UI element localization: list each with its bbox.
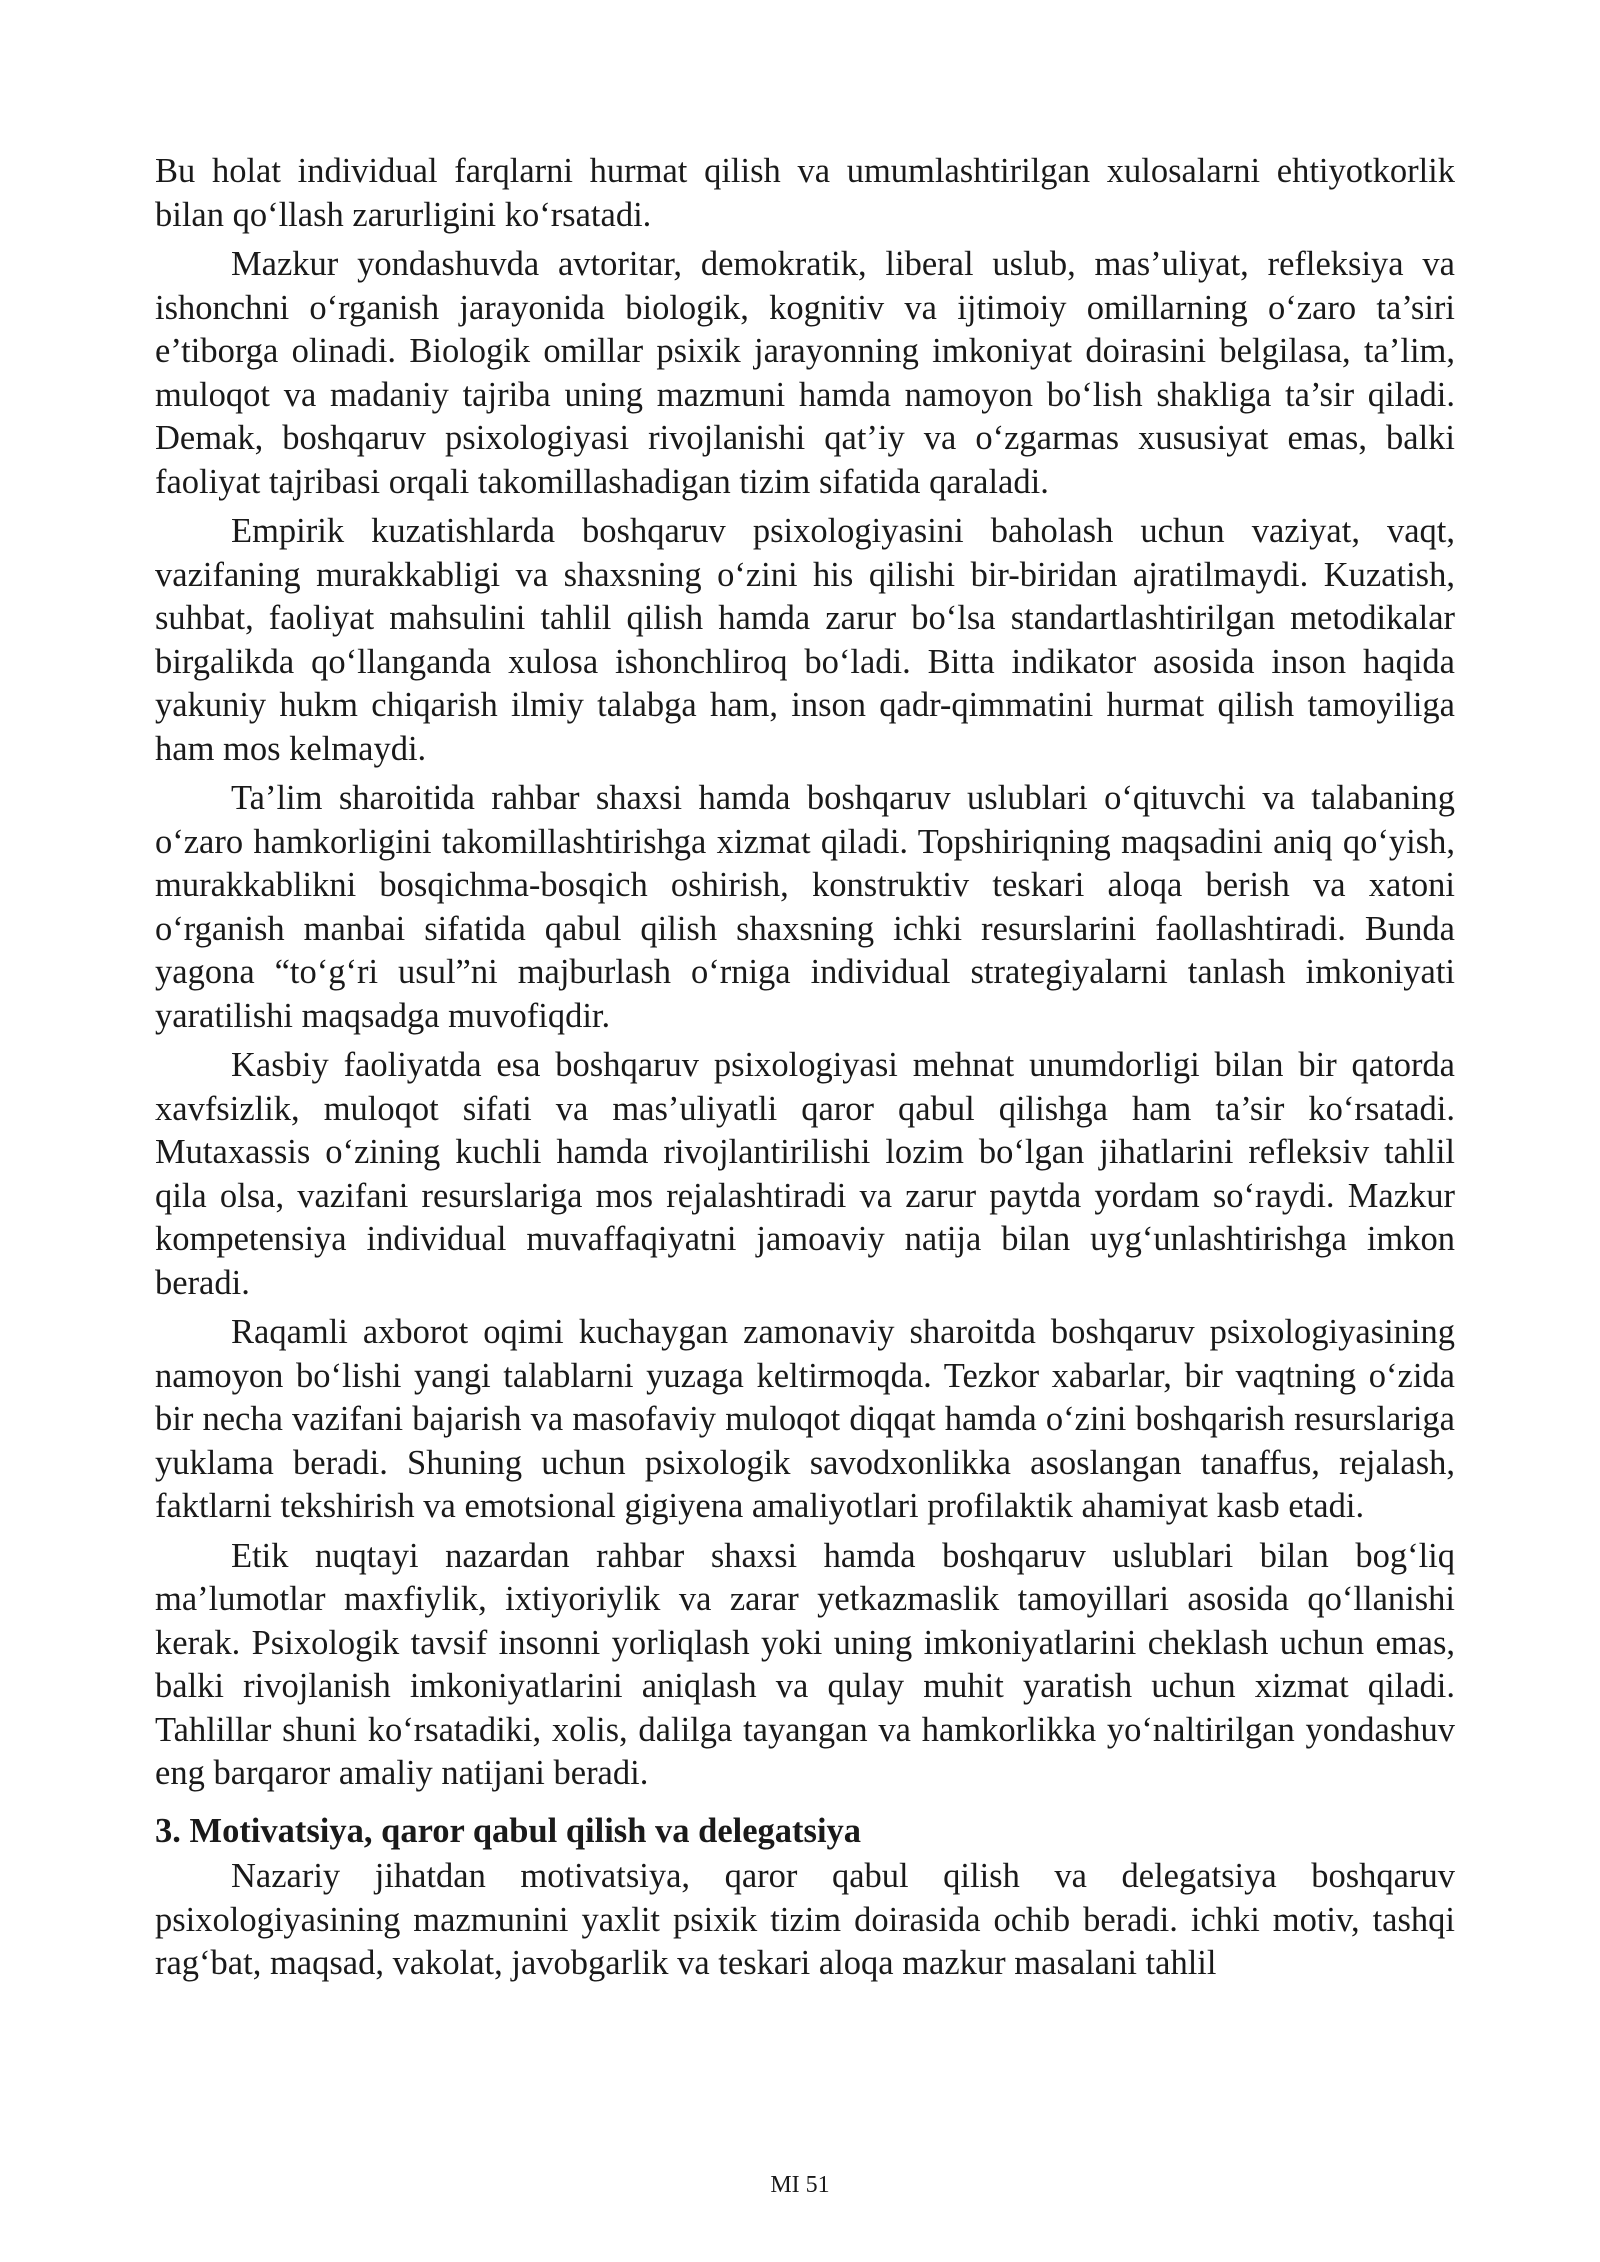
paragraph: Ta’lim sharoitida rahbar shaxsi hamda boshqaruv uslublari o‘qituvchi va talabaning o‘zaro hamkorligini takomillashtirishga xizmat qiladi. Topshiriqning maqsadini aniq qo‘yish, murakkablikni bosqichma-bosqich oshirish, konstruktiv teskari aloqa berish va xatoni o‘rganish manbai sifatida qabul qilish shaxsning ichki resurslarini faollashtiradi. Bunda yagona “to‘g‘ri usul”ni majburlash o‘rniga individual strategiyalarni tanlash imkoniyati yaratilishi maqsadga muvofiqdir. xyxy=(155,779,1455,1035)
paragraph: Mazkur yondashuvda avtoritar, demokratik, liberal uslub, mas’uliyat, refleksiya va ishonchni o‘rganish jarayonida biologik, kognitiv va ijtimoiy omillarning o‘zaro ta’siri e’tiborga olinadi. Biologik omillar psixik jarayonning imkoniyat doirasini belgilasa, ta’lim, muloqot va madaniy tajriba uning mazmuni hamda namoyon bo‘lish shakliga ta’sir qiladi. Demak, boshqaruv psixologiyasi rivojlanishi qat’iy va o‘zgarmas xususiyat emas, balki faoliyat tajribasi orqali takomillashadigan tizim sifatida qaraladi. xyxy=(155,245,1455,501)
page-number: MI 51 xyxy=(770,2172,830,2198)
paragraph: Raqamli axborot oqimi kuchaygan zamonaviy sharoitda boshqaruv psixologiyasining namoyon bo‘lishi yangi talablarni yuzaga keltirmoqda. Tezkor xabarlar, bir vaqtning o‘zida bir necha vazifani bajarish va masofaviy muloqot diqqat hamda o‘zini boshqarish resurslariga yuklama beradi. Shuning uchun psixologik savodxonlikka asoslangan tanaffus, rejalash, faktlarni tekshirish va emotsional gigiyena amaliyotlari profilaktik ahamiyat kasb etadi. xyxy=(155,1313,1455,1525)
paragraph: Etik nuqtayi nazardan rahbar shaxsi hamda boshqaruv uslublari bilan bog‘liq ma’lumotlar maxfiylik, ixtiyoriylik va zarar yetkazmaslik tamoyillari asosida qo‘llanishi kerak. Psixologik tavsif insonni yorliqlash yoki uning imkoniyatlarini cheklash uchun emas, balki rivojlanish imkoniyatlarini aniqlash va qulay muhit yaratish uchun xizmat qiladi. Tahlillar shuni ko‘rsatadiki, xolis, dalilga tayangan va hamkorlikka yo‘naltirilgan yondashuv eng barqaror amaliy natijani beradi. xyxy=(155,1536,1455,1792)
section-heading: 3. Motivatsiya, qaror qabul qilish va delegatsiya xyxy=(155,1811,862,1850)
paragraph: Bu holat individual farqlarni hurmat qilish va umumlashtirilgan xulosalarni ehtiyotkorlik bilan qo‘llash zarurligini ko‘rsatadi. xyxy=(155,152,1455,234)
document-page xyxy=(155,150,1455,1992)
paragraph: Kasbiy faoliyatda esa boshqaruv psixologiyasi mehnat unumdorligi bilan bir qatorda xavfsizlik, muloqot sifati va mas’uliyatli qaror qabul qilishga ham ta’sir ko‘rsatadi. Mutaxassis o‘zining kuchli hamda rivojlantirilishi lozim bo‘lgan jihatlarini refleksiv tahlil qila olsa, vazifani resurslariga mos rejalashtiradi va zarur paytda yordam so‘raydi. Mazkur kompetensiya individual muvaffaqiyatni jamoaviy natija bilan uyg‘unlashtirishga imkon beradi. xyxy=(155,1046,1455,1302)
paragraph: Nazariy jihatdan motivatsiya, qaror qabul qilish va delegatsiya boshqaruv psixologiyasining mazmunini yaxlit psixik tizim doirasida ochib beradi. ichki motiv, tashqi rag‘bat, maqsad, vakolat, javobgarlik va teskari aloqa mazkur masalani tahlil xyxy=(155,1857,1455,1982)
paragraph: Empirik kuzatishlarda boshqaruv psixologiyasini baholash uchun vaziyat, vaqt, vazifaning murakkabligi va shaxsning o‘zini his qilishi bir-biridan ajratilmaydi. Kuzatish, suhbat, faoliyat mahsulini tahlil qilish hamda zarur bo‘lsa standartlashtirilgan metodikalar birgalikda qo‘llanganda xulosa ishonchliroq bo‘ladi. Bitta indikator asosida inson haqida yakuniy hukm chiqarish ilmiy talabga ham, inson qadr-qimmatini hurmat qilish tamoyiliga ham mos kelmaydi. xyxy=(155,512,1455,768)
